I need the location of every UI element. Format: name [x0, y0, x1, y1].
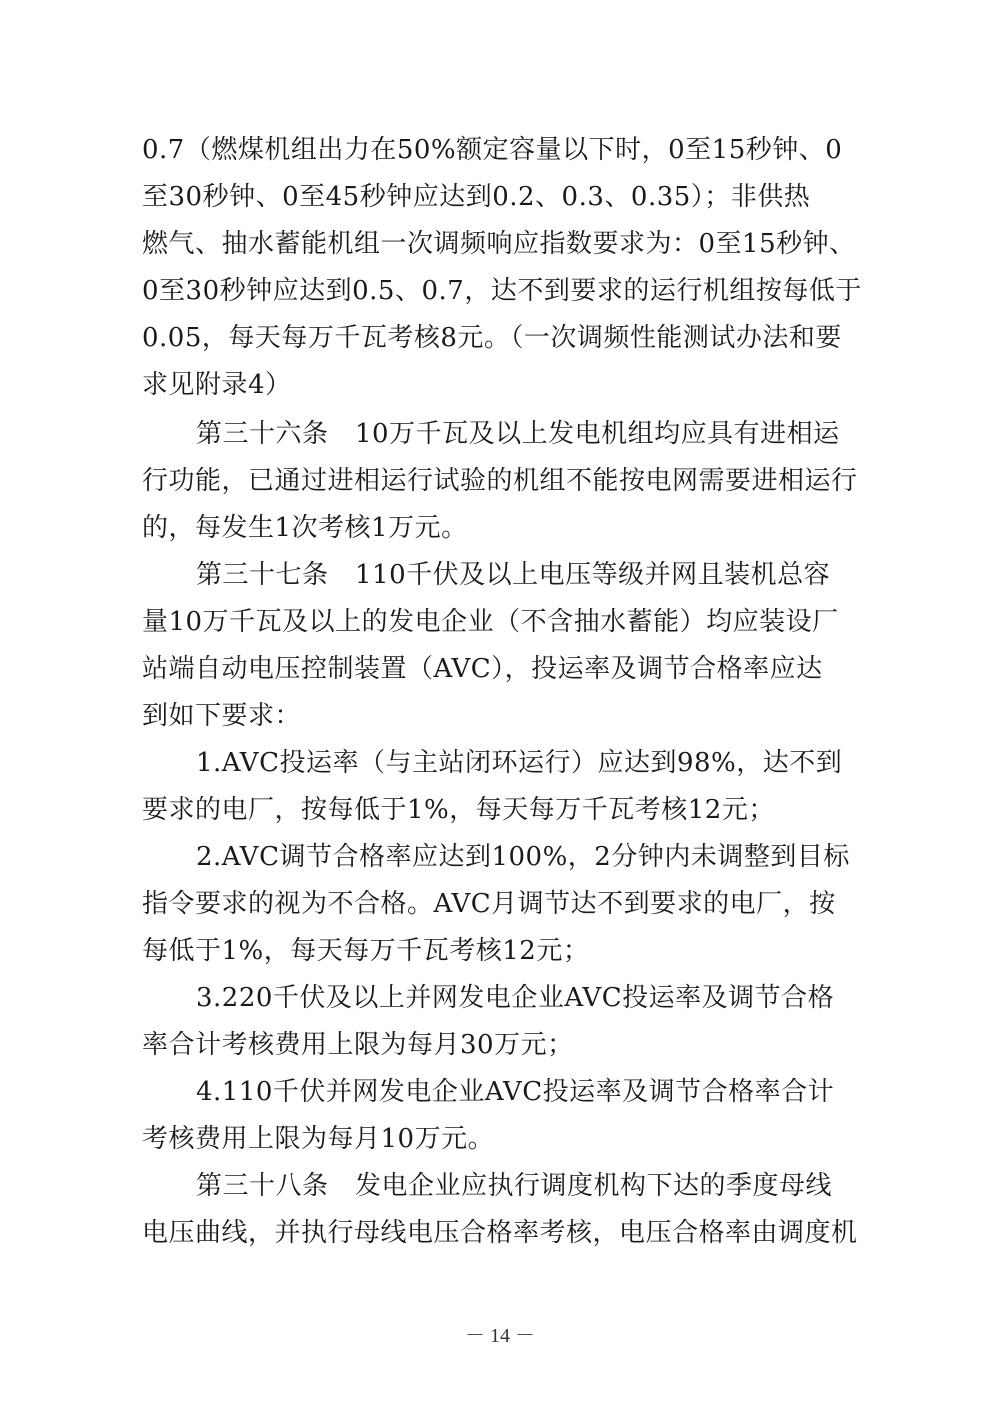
text-line: 率合计考核费用上限为每月30万元； — [142, 1030, 574, 1060]
list-item-4: 4.110千伏并网发电企业AVC投运率及调节合格率合计 — [196, 1077, 835, 1107]
article-36-heading-line: 第三十六条 10万千瓦及以上发电机组均应具有进相运 — [196, 419, 840, 449]
page-number: － 14 － — [465, 1325, 535, 1347]
article-38-heading-line: 第三十八条 发电企业应执行调度机构下达的季度母线 — [196, 1171, 833, 1201]
text-line: 指令要求的视为不合格。AVC月调节达不到要求的电厂，按 — [142, 889, 836, 919]
text-line: 0至30秒钟应达到0.5、0.7，达不到要求的运行机组按每低于 — [142, 276, 862, 306]
text-line: 行功能，已通过进相运行试验的机组不能按电网需要进相运行 — [142, 466, 858, 496]
text-line: 0.7（燃煤机组出力在50%额定容量以下时，0至15秒钟、0 — [142, 135, 843, 165]
text-line: 考核费用上限为每月10万元。 — [142, 1124, 495, 1154]
text-line: 站端自动电压控制装置（AVC），投运率及调节合格率应达 — [142, 654, 823, 684]
text-line: 量10万千瓦及以上的发电企业（不含抽水蓄能）均应装设厂 — [142, 607, 839, 637]
article-37-heading-line: 第三十七条 110千伏及以上电压等级并网且装机总容 — [196, 560, 831, 590]
text-line: 到如下要求： — [142, 701, 302, 731]
text-line: 0.05，每天每万千瓦考核8元。（一次调频性能测试办法和要 — [142, 323, 842, 353]
list-item-3: 3.220千伏及以上并网发电企业AVC投运率及调节合格 — [196, 983, 835, 1013]
list-item-1: 1.AVC投运率（与主站闭环运行）应达到98%，达不到 — [196, 748, 843, 778]
text-line: 的，每发生1次考核1万元。 — [142, 513, 468, 543]
text-line: 求见附录4） — [142, 370, 292, 400]
text-line: 电压曲线，并执行母线电压合格率考核，电压合格率由调度机 — [142, 1218, 858, 1248]
text-line: 至30秒钟、0至45秒钟应达到0.2、0.3、0.35）；非供热 — [142, 182, 811, 212]
text-line: 每低于1%，每天每万千瓦考核12元； — [142, 936, 590, 966]
text-line: 燃气、抽水蓄能机组一次调频响应指数要求为：0至15秒钟、 — [142, 229, 856, 259]
list-item-2: 2.AVC调节合格率应达到100%，2分钟内未调整到目标 — [196, 842, 850, 872]
text-line: 要求的电厂，按每低于1%，每天每万千瓦考核12元； — [142, 795, 775, 825]
